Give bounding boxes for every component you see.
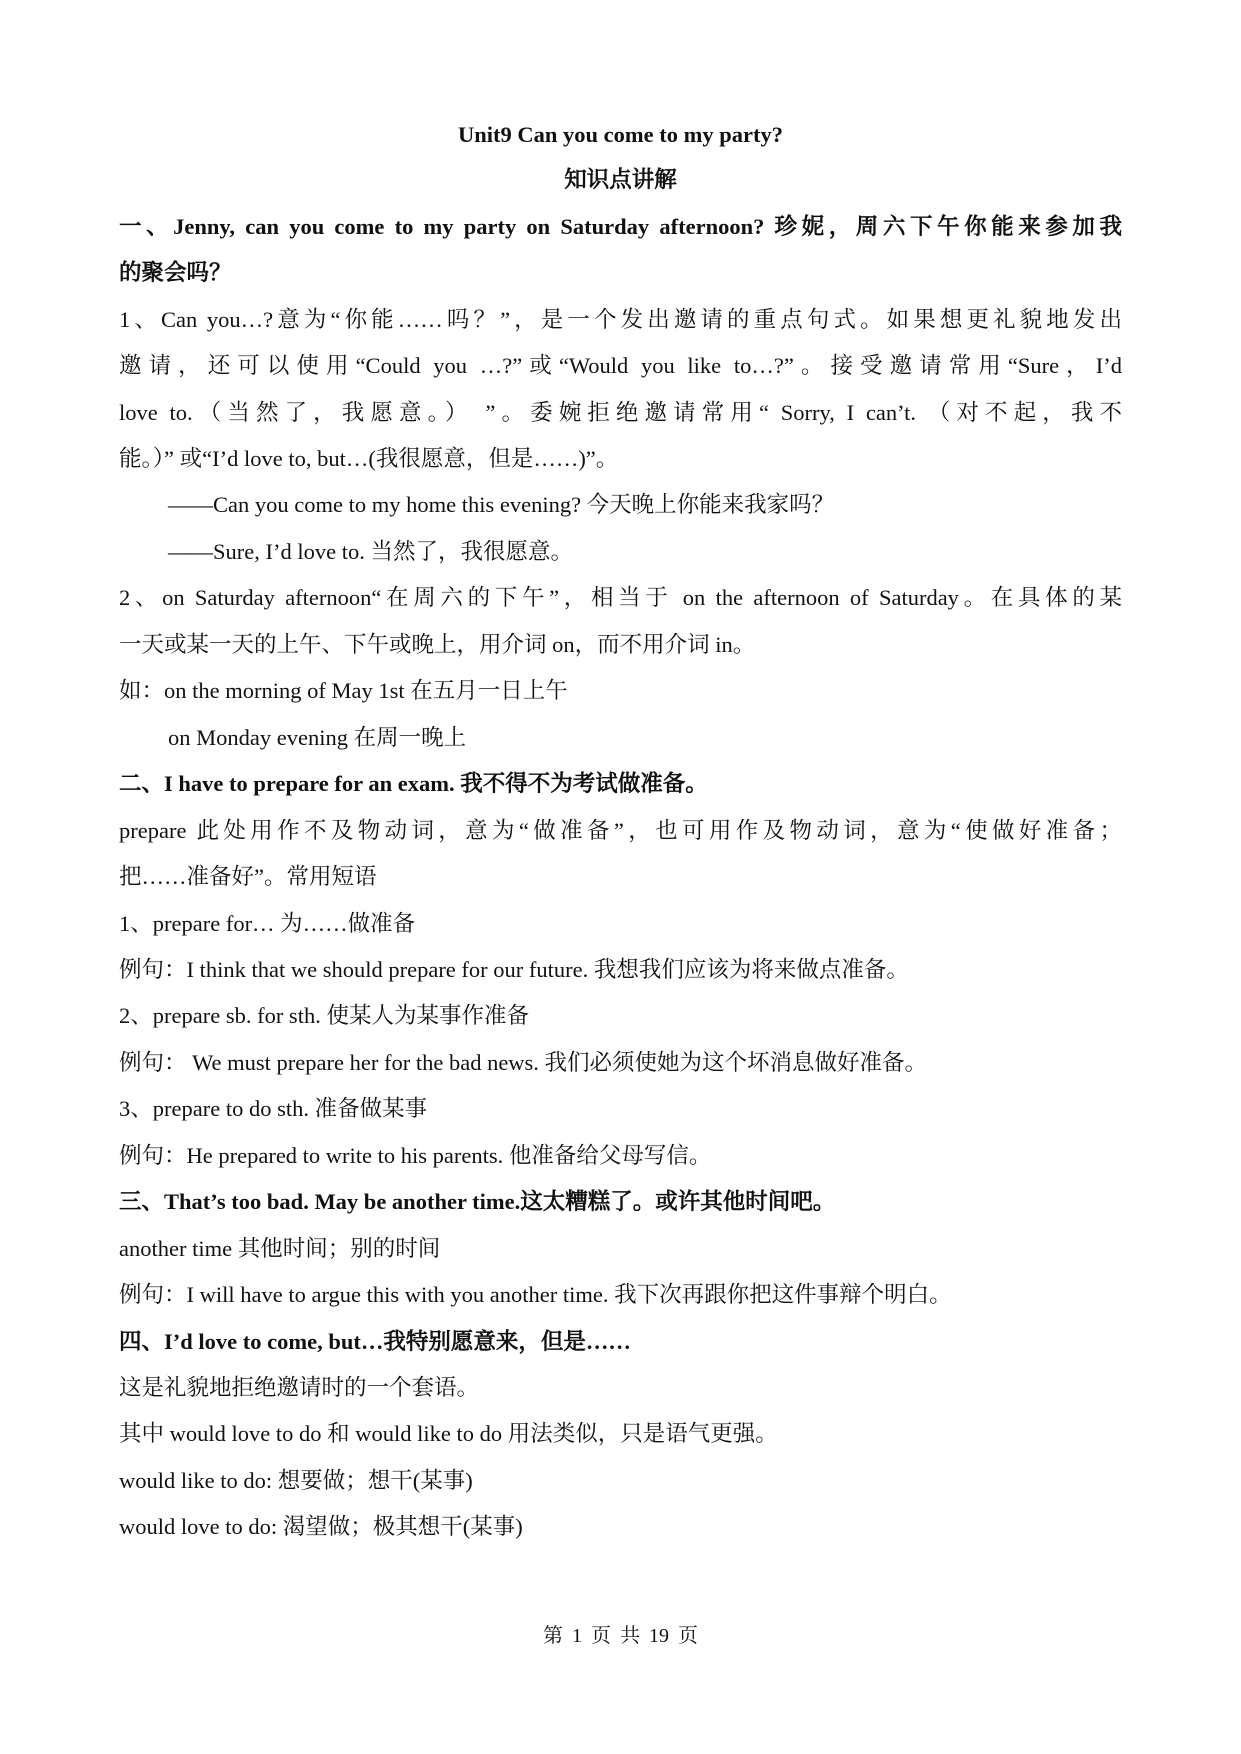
example-line: 例句：I think that we should prepare for our future. 我想我们应该为将来做点准备。 <box>119 957 909 982</box>
section-heading-3: 三、That’s too bad. May be another time.这太糟糕了。或许其他时间吧。 <box>119 1189 836 1214</box>
paragraph-line: 这是礼貌地拒绝邀请时的一个套语。 <box>119 1375 480 1400</box>
section-heading-1: 一、Jenny, can you come to my party on Saturday afternoon? 珍妮，周六下午你能来参加我 <box>119 214 1122 239</box>
phrase-line: 3、prepare to do sth. 准备做某事 <box>119 1096 428 1121</box>
paragraph-line: 能。）” 或“I’d love to, but…(我很愿意，但是……)”。 <box>119 446 619 471</box>
phrase-line: another time 其他时间；别的时间 <box>119 1236 441 1261</box>
paragraph-line: 邀请，还可以使用“Could you …?”或“Would you like to…?”。接受邀请常用“Sure，I’d <box>119 353 1122 378</box>
paragraph-line: prepare 此处用作不及物动词，意为“做准备”，也可用作及物动词，意为“使做好准备； <box>119 818 1123 843</box>
paragraph-line: 把……准备好”。常用短语 <box>119 864 377 889</box>
example-line: 如：on the morning of May 1st 在五月一日上午 <box>119 678 568 703</box>
paragraph-line: 其中 would love to do 和 would like to do 用法类似，只是语气更强。 <box>119 1421 778 1446</box>
document-title: Unit9 Can you come to my party? <box>458 122 783 147</box>
phrase-line: 2、prepare sb. for sth. 使某人为某事作准备 <box>119 1003 529 1028</box>
phrase-line: would like to do: 想要做；想干(某事) <box>119 1468 473 1493</box>
example-line: 例句： We must prepare her for the bad news. 我们必须使她为这个坏消息做好准备。 <box>119 1050 928 1075</box>
section-heading-4: 四、I’d love to come, but…我特别愿意来，但是…… <box>119 1329 631 1354</box>
section-heading-1-cont: 的聚会吗？ <box>119 260 232 285</box>
example-line: 例句：He prepared to write to his parents. 他准备给父母写信。 <box>119 1143 712 1168</box>
dialog-line: ——Sure, I’d love to. 当然了，我很愿意。 <box>168 539 573 564</box>
example-line: 例句：I will have to argue this with you another time. 我下次再跟你把这件事辩个明白。 <box>119 1282 952 1307</box>
phrase-line: would love to do: 渴望做；极其想干(某事) <box>119 1514 523 1539</box>
section-heading-2: 二、I have to prepare for an exam. 我不得不为考试做准备。 <box>119 771 708 796</box>
phrase-line: 1、prepare for… 为……做准备 <box>119 911 416 936</box>
paragraph-line: 一天或某一天的上午、下午或晚上，用介词 on，而不用介词 in。 <box>119 632 756 657</box>
paragraph-line: love to.（当然了，我愿意。） ”。委婉拒绝邀请常用“ Sorry, I can’t. （对不起，我不 <box>119 400 1122 425</box>
paragraph-line: 2、on Saturday afternoon“在周六的下午”，相当于 on the afternoon of Saturday。在具体的某 <box>119 585 1122 610</box>
page-footer: 第 1 页 共 19 页 <box>543 1625 698 1647</box>
example-line: on Monday evening 在周一晚上 <box>168 725 467 750</box>
paragraph-line: 1、Can you…?意为“你能……吗？”，是一个发出邀请的重点句式。如果想更礼貌地发出 <box>119 307 1122 332</box>
document-subtitle: 知识点讲解 <box>564 167 677 192</box>
dialog-line: ——Can you come to my home this evening? 今天晚上你能来我家吗？ <box>168 492 835 517</box>
